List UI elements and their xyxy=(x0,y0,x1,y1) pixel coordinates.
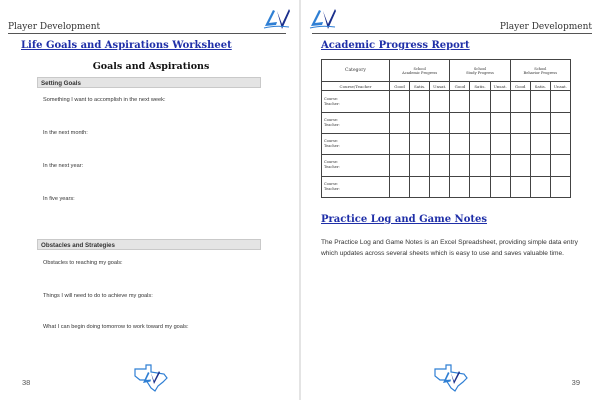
rating-cell[interactable] xyxy=(390,155,410,176)
table-row xyxy=(322,134,571,155)
rating-column-header: Unsat. xyxy=(550,82,570,91)
course-teacher-cell[interactable] xyxy=(322,112,390,133)
rating-cell[interactable] xyxy=(530,112,550,133)
rating-cell[interactable] xyxy=(550,112,570,133)
practice-log-description: The Practice Log and Game Notes is an Excel Spreadsheet, providing simple data entry which updates across several sheets which is easy to use and saves valuable time. xyxy=(321,239,578,257)
table-row xyxy=(322,112,571,133)
rating-cell[interactable] xyxy=(390,112,410,133)
page-number-left: 38 xyxy=(22,378,31,387)
course-teacher-cell[interactable] xyxy=(322,134,390,155)
rating-cell[interactable] xyxy=(490,91,510,112)
prompt-next-year: In the next year: xyxy=(43,163,84,169)
worksheet-title: Goals and Aspirations xyxy=(92,61,210,72)
rating-cell[interactable] xyxy=(450,91,470,112)
rating-cell[interactable] xyxy=(410,134,430,155)
rating-cell[interactable] xyxy=(430,112,450,133)
page-number-right: 39 xyxy=(571,378,580,387)
rating-cell[interactable] xyxy=(410,176,430,197)
right-page-header: Player Development xyxy=(499,22,592,32)
rating-cell[interactable] xyxy=(490,134,510,155)
course-teacher-cell[interactable] xyxy=(322,91,390,112)
rating-cell[interactable] xyxy=(530,176,550,197)
rating-cell[interactable] xyxy=(490,155,510,176)
prompt-five-years: In five years: xyxy=(43,196,75,202)
prompt-next-month: In the next month: xyxy=(43,130,88,136)
table-row xyxy=(322,155,571,176)
rating-cell[interactable] xyxy=(470,91,490,112)
rating-cell[interactable] xyxy=(550,91,570,112)
group-header xyxy=(510,60,570,82)
group-header xyxy=(450,60,510,82)
rating-cell[interactable] xyxy=(450,155,470,176)
teacher-label: Teacher: xyxy=(324,144,340,149)
prompt-things-to-do: Things I will need to do to achieve my goals: xyxy=(43,293,153,299)
rating-column-header: Good xyxy=(450,82,470,91)
rating-cell[interactable] xyxy=(510,134,530,155)
rating-cell[interactable] xyxy=(470,112,490,133)
rating-cell[interactable] xyxy=(450,134,470,155)
course-teacher-cell[interactable] xyxy=(322,176,390,197)
rating-cell[interactable] xyxy=(430,134,450,155)
prompt-begin-tomorrow: What I can begin doing tomorrow to work toward my goals: xyxy=(43,324,189,330)
rating-cell[interactable] xyxy=(410,155,430,176)
rating-cell[interactable] xyxy=(490,112,510,133)
rating-cell[interactable] xyxy=(430,176,450,197)
rating-cell[interactable] xyxy=(430,91,450,112)
rating-column-header: Good xyxy=(390,82,410,91)
course-label: Course: xyxy=(324,181,339,186)
rating-cell[interactable] xyxy=(410,112,430,133)
rating-column-header: Satis. xyxy=(530,82,550,91)
rating-cell[interactable] xyxy=(510,155,530,176)
teacher-label: Teacher: xyxy=(324,101,340,106)
left-header-rule xyxy=(8,33,286,34)
rating-cell[interactable] xyxy=(470,155,490,176)
practice-log-title: Practice Log and Game Notes xyxy=(321,214,487,225)
academic-progress-table xyxy=(321,59,571,198)
worksheet-section-title: Life Goals and Aspirations Worksheet xyxy=(21,40,232,51)
rating-cell[interactable] xyxy=(390,176,410,197)
academic-report-title: Academic Progress Report xyxy=(321,40,470,51)
rating-cell[interactable] xyxy=(530,134,550,155)
setting-goals-bar: Setting Goals xyxy=(37,77,261,88)
course-label: Course: xyxy=(324,117,339,122)
rating-cell[interactable] xyxy=(390,134,410,155)
table-header-row xyxy=(322,60,571,82)
table-row xyxy=(322,91,571,112)
course-label: Course: xyxy=(324,160,339,165)
texas-lv-logo-icon xyxy=(431,363,471,393)
rating-cell[interactable] xyxy=(550,134,570,155)
prompt-obstacles: Obstacles to reaching my goals: xyxy=(43,260,123,266)
rating-cell[interactable] xyxy=(490,176,510,197)
table-row xyxy=(322,176,571,197)
rating-cell[interactable] xyxy=(450,112,470,133)
rating-cell[interactable] xyxy=(550,176,570,197)
rating-cell[interactable] xyxy=(530,155,550,176)
rating-cell[interactable] xyxy=(510,91,530,112)
rating-cell[interactable] xyxy=(470,134,490,155)
left-page-header: Player Development xyxy=(8,22,101,32)
rating-cell[interactable] xyxy=(470,176,490,197)
rating-column-header: Satis. xyxy=(410,82,430,91)
course-teacher-cell[interactable] xyxy=(322,155,390,176)
teacher-label: Teacher: xyxy=(324,122,340,127)
right-header-rule xyxy=(312,33,592,34)
lv-monogram-icon xyxy=(308,6,338,32)
course-teacher-header: Course/Teacher xyxy=(322,82,390,91)
rating-cell[interactable] xyxy=(530,91,550,112)
group-header xyxy=(390,60,450,82)
rating-column-header: Good xyxy=(510,82,530,91)
rating-column-header: Unsat. xyxy=(490,82,510,91)
lv-monogram-icon xyxy=(262,6,292,32)
teacher-label: Teacher: xyxy=(324,165,340,170)
rating-column-header: Unsat. xyxy=(430,82,450,91)
course-label: Course: xyxy=(324,139,339,144)
category-header: Category xyxy=(322,60,390,82)
group-label: School xyxy=(413,66,426,71)
rating-cell[interactable] xyxy=(510,112,530,133)
group-sublabel: Study Progress xyxy=(466,70,494,75)
rating-cell[interactable] xyxy=(430,155,450,176)
texas-lv-logo-icon xyxy=(131,363,171,393)
obstacles-strategies-bar: Obstacles and Strategies xyxy=(37,239,261,250)
table-column-row xyxy=(322,82,571,91)
prompt-next-week: Something I want to accomplish in the next week: xyxy=(43,97,166,103)
rating-cell[interactable] xyxy=(510,176,530,197)
teacher-label: Teacher: xyxy=(324,186,340,191)
group-label: School xyxy=(534,66,547,71)
group-label: School xyxy=(473,66,487,71)
group-sublabel: Behavior Progress xyxy=(523,70,558,75)
rating-cell[interactable] xyxy=(410,91,430,112)
rating-cell[interactable] xyxy=(450,176,470,197)
rating-column-header: Satis. xyxy=(470,82,490,91)
rating-cell[interactable] xyxy=(390,91,410,112)
group-sublabel: Academic Progress xyxy=(402,70,438,75)
course-label: Course: xyxy=(324,96,339,101)
rating-cell[interactable] xyxy=(550,155,570,176)
